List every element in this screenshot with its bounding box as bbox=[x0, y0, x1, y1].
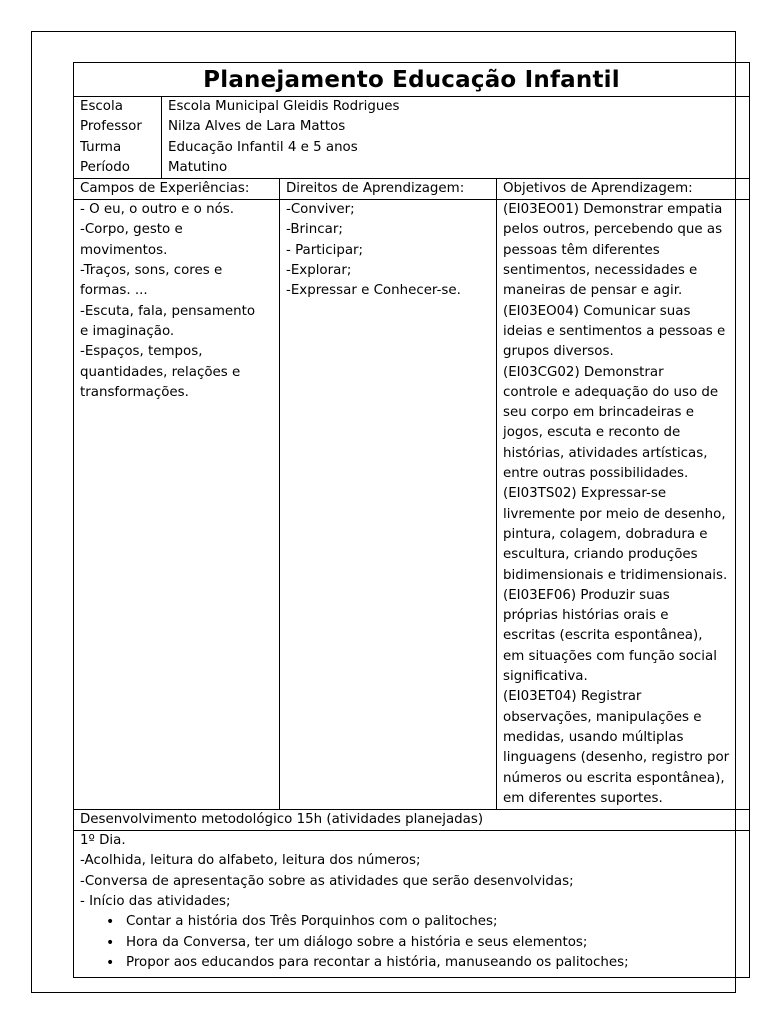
bullet-icon: • bbox=[106, 934, 115, 951]
direitos-list bbox=[280, 200, 496, 301]
development-bullet-item bbox=[106, 953, 749, 973]
bullet-text: Contar a história dos Três Porquinhos com o palitoches; bbox=[126, 914, 498, 930]
direitos-column bbox=[280, 179, 497, 809]
campos-item: e imaginação. bbox=[80, 323, 175, 339]
objetivos-line: histórias, atividades artísticas, bbox=[503, 445, 708, 461]
info-value: Escola Municipal Gleidis Rodrigues bbox=[168, 99, 400, 114]
objetivos-line: maneiras de pensar e agir. bbox=[503, 283, 683, 299]
document-title: Planejamento Educação Infantil bbox=[74, 63, 749, 97]
development-header: Desenvolvimento metodológico 15h (atividades planejadas) bbox=[74, 809, 749, 831]
objetivos-line: pessoas têm diferentes bbox=[503, 242, 660, 258]
development-line: - Início das atividades; bbox=[80, 893, 231, 909]
info-label: Turma bbox=[74, 138, 162, 158]
info-value: Nilza Alves de Lara Mattos bbox=[168, 119, 346, 135]
info-row-teacher bbox=[74, 117, 749, 137]
objetivos-line: seu corpo em brincadeiras e bbox=[503, 405, 694, 421]
direitos-item: -Expressar e Conhecer-se. bbox=[286, 283, 461, 299]
objetivos-line: medidas, usando múltiplas bbox=[503, 729, 684, 745]
bullet-icon: • bbox=[106, 954, 115, 971]
objetivos-line: entre outras possibilidades. bbox=[503, 466, 689, 482]
objetivos-line: próprias histórias orais e bbox=[503, 608, 669, 624]
campos-list bbox=[74, 200, 279, 403]
development-bullet-item bbox=[106, 933, 749, 953]
campos-item: -Espaços, tempos, bbox=[80, 344, 203, 360]
planning-document bbox=[73, 62, 750, 978]
objetivos-line: números ou escrita espontânea), bbox=[503, 770, 725, 786]
objetivos-line: (EI03ET04) Registrar bbox=[503, 689, 642, 705]
objetivos-line: (EI03EO04) Comunicar suas bbox=[503, 303, 691, 319]
campos-header: Campos de Experiências: bbox=[74, 179, 279, 200]
campos-item: transformações. bbox=[80, 384, 189, 400]
direitos-item: -Conviver; bbox=[286, 202, 355, 218]
development-bullets bbox=[80, 912, 749, 973]
campos-column bbox=[74, 179, 280, 809]
info-value: Matutino bbox=[168, 159, 228, 175]
bullet-text: Hora da Conversa, ter um diálogo sobre a história e seus elementos; bbox=[126, 934, 588, 950]
development-lines bbox=[80, 831, 749, 912]
objetivos-header: Objetivos de Aprendizagem: bbox=[497, 179, 749, 200]
objetivos-line: linguagens (desenho, registro por bbox=[503, 750, 730, 766]
objetivos-line: ideias e sentimentos a pessoas e bbox=[503, 323, 726, 339]
objetivos-list bbox=[497, 200, 749, 809]
development-line: -Acolhida, leitura do alfabeto, leitura dos números; bbox=[80, 853, 421, 869]
development-line: 1º Dia. bbox=[80, 833, 126, 849]
objetivos-line: em diferentes suportes. bbox=[503, 790, 663, 806]
campos-item: -Traços, sons, cores e bbox=[80, 263, 223, 279]
objetivos-line: pelos outros, percebendo que as bbox=[503, 222, 723, 238]
info-label: Escola bbox=[74, 97, 162, 117]
objetivos-column bbox=[497, 179, 749, 809]
development-body bbox=[74, 831, 749, 973]
direitos-header: Direitos de Aprendizagem: bbox=[280, 179, 496, 200]
campos-item: movimentos. bbox=[80, 242, 168, 258]
objetivos-line: controle e adequação do uso de bbox=[503, 384, 719, 400]
info-value: Educação Infantil 4 e 5 anos bbox=[168, 139, 358, 155]
campos-item: formas. ... bbox=[80, 283, 148, 299]
info-row-school bbox=[74, 97, 749, 117]
info-label: Período bbox=[74, 158, 162, 178]
objetivos-line: observações, manipulações e bbox=[503, 709, 702, 725]
objetivos-line: (EI03TS02) Expressar-se bbox=[503, 486, 667, 502]
objetivos-line: (EI03CG02) Demonstrar bbox=[503, 364, 664, 380]
development-bullet-item bbox=[106, 912, 749, 932]
info-label: Professor bbox=[74, 117, 162, 137]
objetivos-line: em situações com função social bbox=[503, 648, 717, 664]
objetivos-line: grupos diversos. bbox=[503, 344, 614, 360]
objetivos-line: escritas (escrita espontânea), bbox=[503, 628, 703, 644]
direitos-item: - Participar; bbox=[286, 242, 364, 258]
info-table bbox=[74, 97, 749, 179]
objetivos-line: livremente por meio de desenho, bbox=[503, 506, 726, 522]
info-row-period bbox=[74, 158, 749, 179]
objetivos-line: bidimensionais e tridimensionais. bbox=[503, 567, 728, 583]
development-line: -Conversa de apresentação sobre as atividades que serão desenvolvidas; bbox=[80, 873, 574, 889]
direitos-item: -Explorar; bbox=[286, 263, 352, 279]
objetivos-line: pintura, colagem, dobradura e bbox=[503, 526, 708, 542]
objetivos-line: significativa. bbox=[503, 669, 588, 685]
direitos-item: -Brincar; bbox=[286, 222, 343, 238]
objetivos-line: jogos, escuta e reconto de bbox=[503, 425, 681, 441]
campos-item: -Corpo, gesto e bbox=[80, 222, 183, 238]
campos-item: - O eu, o outro e o nós. bbox=[80, 202, 235, 218]
campos-item: quantidades, relações e bbox=[80, 364, 241, 380]
learning-table bbox=[74, 179, 749, 809]
objetivos-line: (EI03EF06) Produzir suas bbox=[503, 587, 670, 603]
campos-item: -Escuta, fala, pensamento bbox=[80, 303, 256, 319]
objetivos-line: (EI03EO01) Demonstrar empatia bbox=[503, 202, 723, 218]
bullet-icon: • bbox=[106, 914, 115, 931]
objetivos-line: sentimentos, necessidades e bbox=[503, 263, 698, 279]
objetivos-line: escultura, criando produções bbox=[503, 547, 698, 563]
bullet-text: Propor aos educandos para recontar a história, manuseando os palitoches; bbox=[126, 954, 629, 970]
info-row-class bbox=[74, 138, 749, 158]
